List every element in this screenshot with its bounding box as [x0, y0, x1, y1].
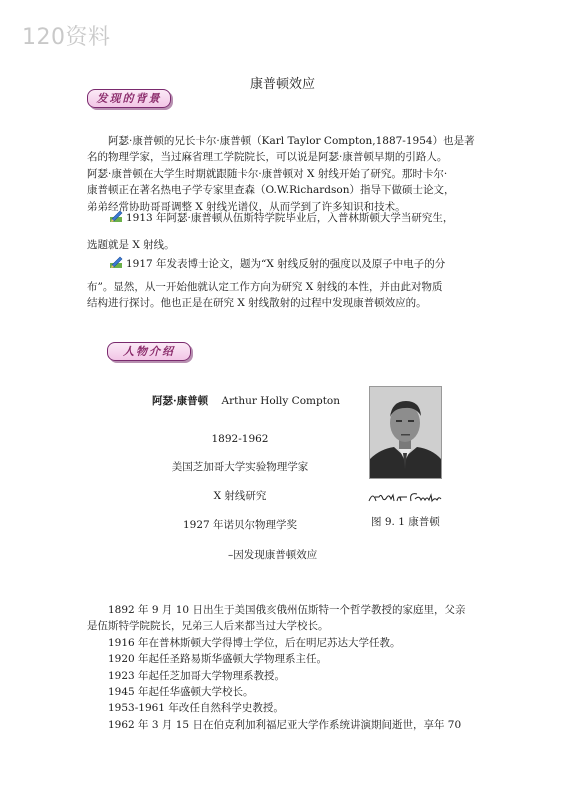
- item-1917-text: 1917 年发表博士论文，题为“X 射线反射的强度以及原子中电子的分: [126, 258, 446, 270]
- item-1913-text: 1913 年阿瑟·康普顿从伍斯特学院毕业后，入普林斯顿大学当研究生，: [126, 212, 454, 224]
- portrait-photo: [369, 386, 442, 479]
- biography: [87, 602, 487, 733]
- pencil-icon: [109, 209, 124, 223]
- background-paragraph: [87, 133, 487, 215]
- item-1917-cont: 布”。显然，从一开始他就认定工作方向为研究 X 射线的本性，并由此对物质: [87, 281, 443, 293]
- person-name-en: Arthur Holly Compton: [221, 395, 341, 407]
- para-line: 阿瑟·康普顿的兄长卡尔·康普顿（Karl Taylor Compton,1887-1954）也是著: [108, 135, 475, 147]
- person-name: [152, 393, 340, 409]
- para-line: 名的物理学家，当过麻省理工学院院长，可以说是阿瑟·康普顿早期的引路人。: [87, 151, 448, 164]
- figure-caption: 图 9. 1 康普顿: [371, 516, 440, 528]
- person-title: 美国芝加哥大学实验物理学家: [171, 461, 309, 473]
- item-1913: [109, 209, 453, 226]
- bio-line: 1962 年 3 月 15 日在伯克利加利福尼亚大学作系统讲演期间逝世，享年 70: [108, 718, 462, 731]
- para-line: 阿瑟·康普顿在大学生时期就跟随卡尔·康普顿对 X 射线开始了研究。那时卡尔·: [87, 167, 448, 180]
- bio-line: 1953-1961 年改任自然科学史教授。: [108, 702, 284, 715]
- bio-line: 1916 年在普林斯顿大学得博士学位，后在明尼苏达大学任教。: [108, 636, 401, 649]
- person-name-cn: 阿瑟·康普顿: [152, 395, 209, 407]
- person-award: 1927 年诺贝尔物理学奖: [182, 519, 298, 531]
- item-1917: [109, 255, 445, 272]
- person-years: 1892-1962: [211, 433, 269, 445]
- section-banner-person: 人物介绍: [107, 342, 191, 361]
- person-field: X 射线研究: [213, 490, 267, 502]
- bio-line: 是伍斯特学院院长，兄弟三人后来都当过大学校长。: [87, 620, 329, 633]
- bio-line: 1923 年起任芝加哥大学物理系教授。: [108, 669, 286, 682]
- bio-line: 1892 年 9 月 10 日出生于美国俄亥俄州伍斯特一个哲学教授的家庭里，父亲: [108, 604, 466, 616]
- item-1913-cont: 选题就是 X 射线。: [87, 239, 175, 251]
- person-award-reason: –因发现康普顿效应: [228, 549, 318, 561]
- item-1917-cont: 结构进行探讨。他也正是在研究 X 射线散射的过程中发现康普顿效应的。: [87, 297, 427, 309]
- section-banner-background: 发现的背景: [87, 89, 171, 108]
- pencil-icon: [109, 255, 124, 269]
- page-title: 康普顿效应: [249, 77, 315, 92]
- bio-line: 1920 年起任圣路易斯华盛顿大学物理系主任。: [108, 653, 328, 666]
- signature: [367, 489, 443, 505]
- bio-line: 1945 年起任华盛顿大学校长。: [108, 686, 254, 699]
- para-line: 康普顿正在著名热电子学专家里查森（O.W.Richardson）指导下做硕士论文，: [87, 184, 455, 197]
- para-line: 弟弟经常协助哥哥调整 X 射线光谱仪，从而学到了许多知识和技术。: [87, 200, 406, 213]
- watermark: 120资料: [22, 25, 111, 50]
